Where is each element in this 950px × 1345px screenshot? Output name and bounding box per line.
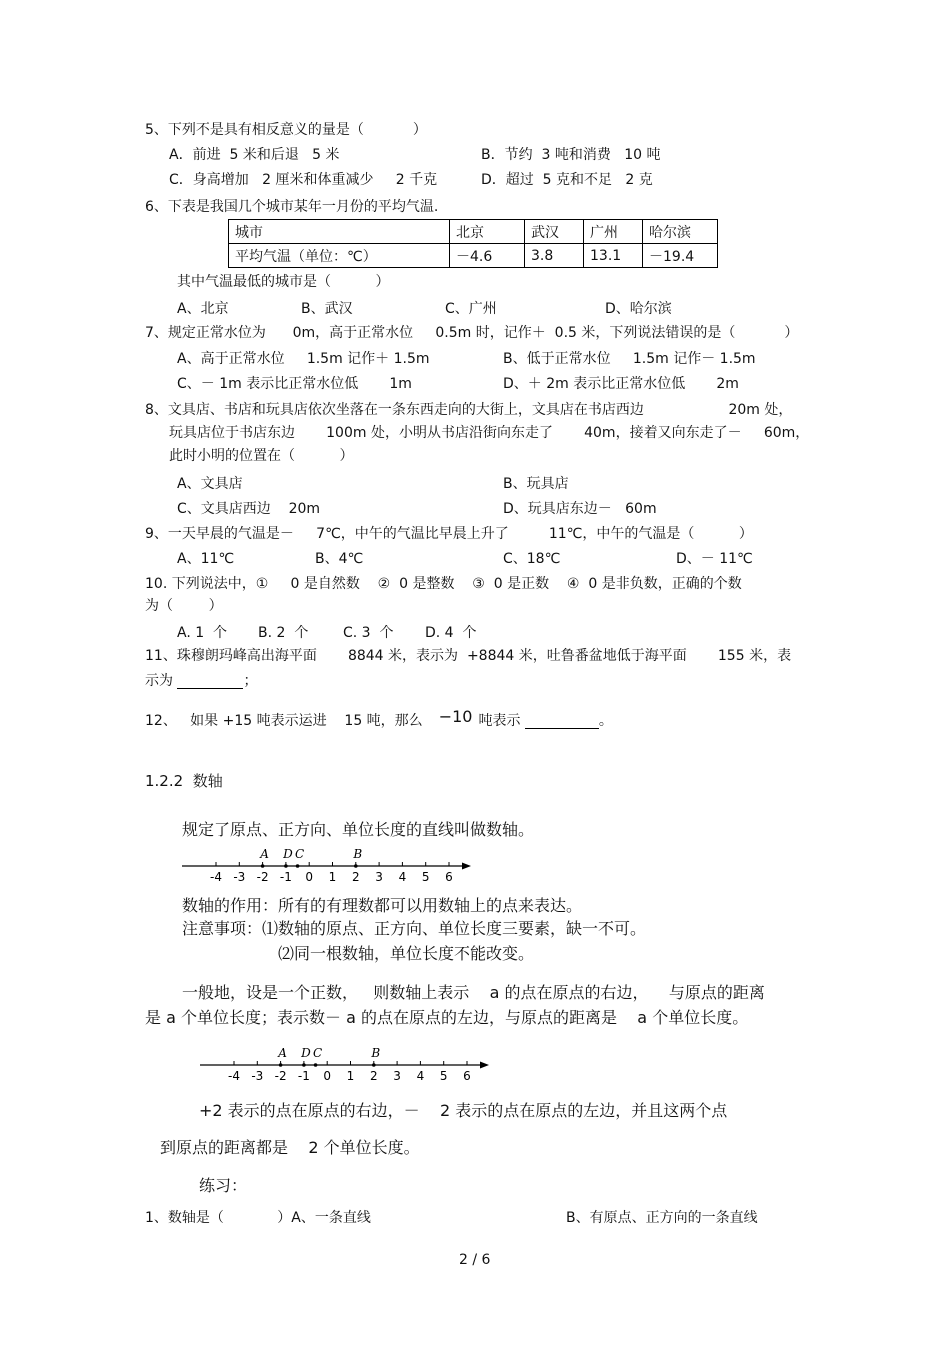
axis-point [284,864,288,868]
axis-point-label: D [283,847,293,861]
axis-point-label: B [353,847,363,861]
axis-tick-label: -3 [233,870,246,884]
axis-point [372,1063,376,1067]
axis-tick-label: 3 [393,1069,401,1083]
table-cell: 武汉 [525,220,584,244]
q12-text-a: 12、 如果 +15 吨表示运进 15 吨，那么 [145,713,423,729]
table-row [229,244,718,268]
paragraph-line-4: 到原点的距离都是 2 个单位长度。 [160,1138,420,1157]
axis-tick-label: 5 [421,870,430,884]
number-line-1 [180,842,470,888]
q11-text-end: ； [243,673,258,689]
q8-line-3: 此时小明的位置在（ ） [169,448,354,464]
axis-tick-label: 4 [398,870,407,884]
axis-point [279,1063,283,1067]
axis-point-label: B [371,1046,381,1060]
section-title: 1.2.2 数轴 [145,772,223,790]
axis-point-label: A [260,847,269,861]
q5-option-a: A．前进 5 米和后退 5 米 [169,147,340,163]
axis-tick-label: -2 [256,870,269,884]
table-cell: 平均气温（单位：℃） [229,244,450,268]
axis-tick-label: 1 [346,1069,355,1083]
table-cell: 城市 [229,220,450,244]
ex1-stem: 1、数轴是（ ）A、一条直线 [145,1210,371,1226]
axis-point-label: C [294,847,305,861]
axis-point [261,864,265,868]
table-cell: 广州 [584,220,643,244]
axis-tick-label: 1 [328,870,337,884]
q8-option-d: D、玩具店东边－ 60m [503,501,657,517]
q8-option-a: A、文具店 [177,476,243,492]
axis-tick-label: 4 [416,1069,425,1083]
q5-option-d: D．超过 5 克和不足 2 克 [481,172,653,188]
q9-option-c: C、18℃ [503,551,561,567]
q12-number: −10 [438,707,473,726]
table-cell: 北京 [450,220,525,244]
q5-stem: 5、下列不是具有相反意义的量是（ ） [145,122,427,138]
axis-point [302,1063,306,1067]
q11-answer-blank[interactable] [177,674,243,689]
q6-sub: 其中气温最低的城市是（ ） [177,274,390,290]
temperature-table [228,219,718,268]
exercise-heading: 练习： [199,1176,248,1195]
q10-option-a: A. 1 个 [177,625,228,641]
q5-option-c: C．身高增加 2 厘米和体重减少 2 千克 [169,172,438,188]
axis-role: 数轴的作用：所有的有理数都可以用数轴上的点来表达。 [182,896,583,915]
q10-line-2: 为（ ） [145,598,223,614]
q8-line-2: 玩具店位于书店东边 100m 处，小明从书店沿街向东走了 40m，接着又向东走了－ 60m， [169,425,810,441]
q7-option-d: D、＋ 2m 表示比正常水位低 2m [503,376,739,392]
axis-point [354,864,358,868]
axis-point [296,864,300,868]
q12-line [145,707,613,729]
q7-option-b: B、低于正常水位 1.5m 记作－ 1.5m [503,351,756,367]
q7-option-a: A、高于正常水位 1.5m 记作＋ 1.5m [177,351,430,367]
table-cell: 哈尔滨 [643,220,718,244]
q8-option-c: C、文具店西边 20m [177,501,321,517]
axis-tick-label: 6 [445,870,453,884]
axis-tick-label: 2 [351,870,360,884]
q6-option-a: A、北京 [177,301,229,317]
table-header-row [229,220,718,244]
q12-answer-blank[interactable] [525,714,599,729]
axis-tick-label: -4 [210,870,222,884]
q9-option-b: B、4℃ [315,551,364,567]
q10-option-b: B. 2 个 [258,625,309,641]
q10-option-d: D. 4 个 [425,625,477,641]
q12-text-c: 。 [598,713,613,729]
q11-line-2 [145,674,257,689]
q5-option-b: B．节约 3 吨和消费 10 吨 [481,147,661,163]
paragraph-line-3: +2 表示的点在原点的右边，－ 2 表示的点在原点的左边，并且这两个点 [199,1101,728,1120]
table-cell: 3.8 [525,244,584,268]
paragraph-line-2: 是 a 个单位长度；表示数－ a 的点在原点的左边，与原点的距离是 a 个单位长度。 [145,1008,749,1027]
axis-tick-label: -2 [274,1069,287,1083]
axis-arrow-icon [462,863,471,870]
axis-tick-label: -3 [251,1069,264,1083]
axis-arrow-icon [480,1062,489,1069]
q6-stem: 6、下表是我国几个城市某年一月份的平均气温. [145,199,439,215]
q6-option-d: D、哈尔滨 [605,301,672,317]
ex1-option-b: B、有原点、正方向的一条直线 [566,1210,758,1226]
axis-point-label: D [301,1046,311,1060]
q9-stem: 9、一天早晨的气温是－ 7℃，中午的气温比早晨上升了 11℃，中午的气温是（ ） [145,526,753,542]
axis-point-label: A [278,1046,287,1060]
axis-tick-label: -1 [279,870,292,884]
q12-text-b: 吨表示 [478,713,525,729]
q11-line-1: 11、珠穆朗玛峰高出海平面 8844 米，表示为 +8844 米，吐鲁番盆地低于海平面 155 米，表 [145,648,792,664]
axis-point-label: C [312,1046,323,1060]
axis-tick-label: 0 [305,870,314,884]
q11-text: 示为 [145,673,178,689]
q6-option-c: C、广州 [445,301,497,317]
q10-line-1: 10. 下列说法中，① 0 是自然数 ② 0 是整数 ③ 0 是正数 ④ 0 是非负数，正确的个数 [145,576,742,592]
paragraph-line-1: 一般地，设是一个正数， 则数轴上表示 a 的点在原点的右边， 与原点的距离 [182,983,765,1002]
table-cell: －4.6 [450,244,525,268]
q7-stem: 7、规定正常水位为 0m，高于正常水位 0.5m 时，记作＋ 0.5 米，下列说法错误的是（ ） [145,325,799,341]
q8-line-1: 8、文具店、书店和玩具店依次坐落在一条东西走向的大街上，文具店在书店西边 20m 处， [145,402,793,418]
axis-tick-label: 3 [375,870,383,884]
number-line-2 [198,1041,498,1087]
q7-option-c: C、－ 1m 表示比正常水位低 1m [177,376,412,392]
axis-tick-label: 5 [439,1069,448,1083]
table-cell: 13.1 [584,244,643,268]
q6-option-b: B、武汉 [301,301,353,317]
page-number: 2 / 6 [459,1252,491,1268]
axis-tick-label: 2 [369,1069,378,1083]
q10-option-c: C. 3 个 [343,625,394,641]
q8-option-b: B、玩具店 [503,476,569,492]
q9-option-d: D、－ 11℃ [676,551,753,567]
axis-point [314,1063,318,1067]
axis-note-2: ⑵同一根数轴，单位长度不能改变。 [278,944,535,963]
q9-option-a: A、11℃ [177,551,235,567]
table-cell: －19.4 [643,244,718,268]
axis-tick-label: 6 [463,1069,471,1083]
axis-note-1: 注意事项：⑴数轴的原点、正方向、单位长度三要素，缺一不可。 [182,919,647,938]
axis-tick-label: -1 [297,1069,310,1083]
axis-definition: 规定了原点、正方向、单位长度的直线叫做数轴。 [182,820,535,839]
axis-tick-label: -4 [228,1069,240,1083]
axis-tick-label: 0 [323,1069,332,1083]
